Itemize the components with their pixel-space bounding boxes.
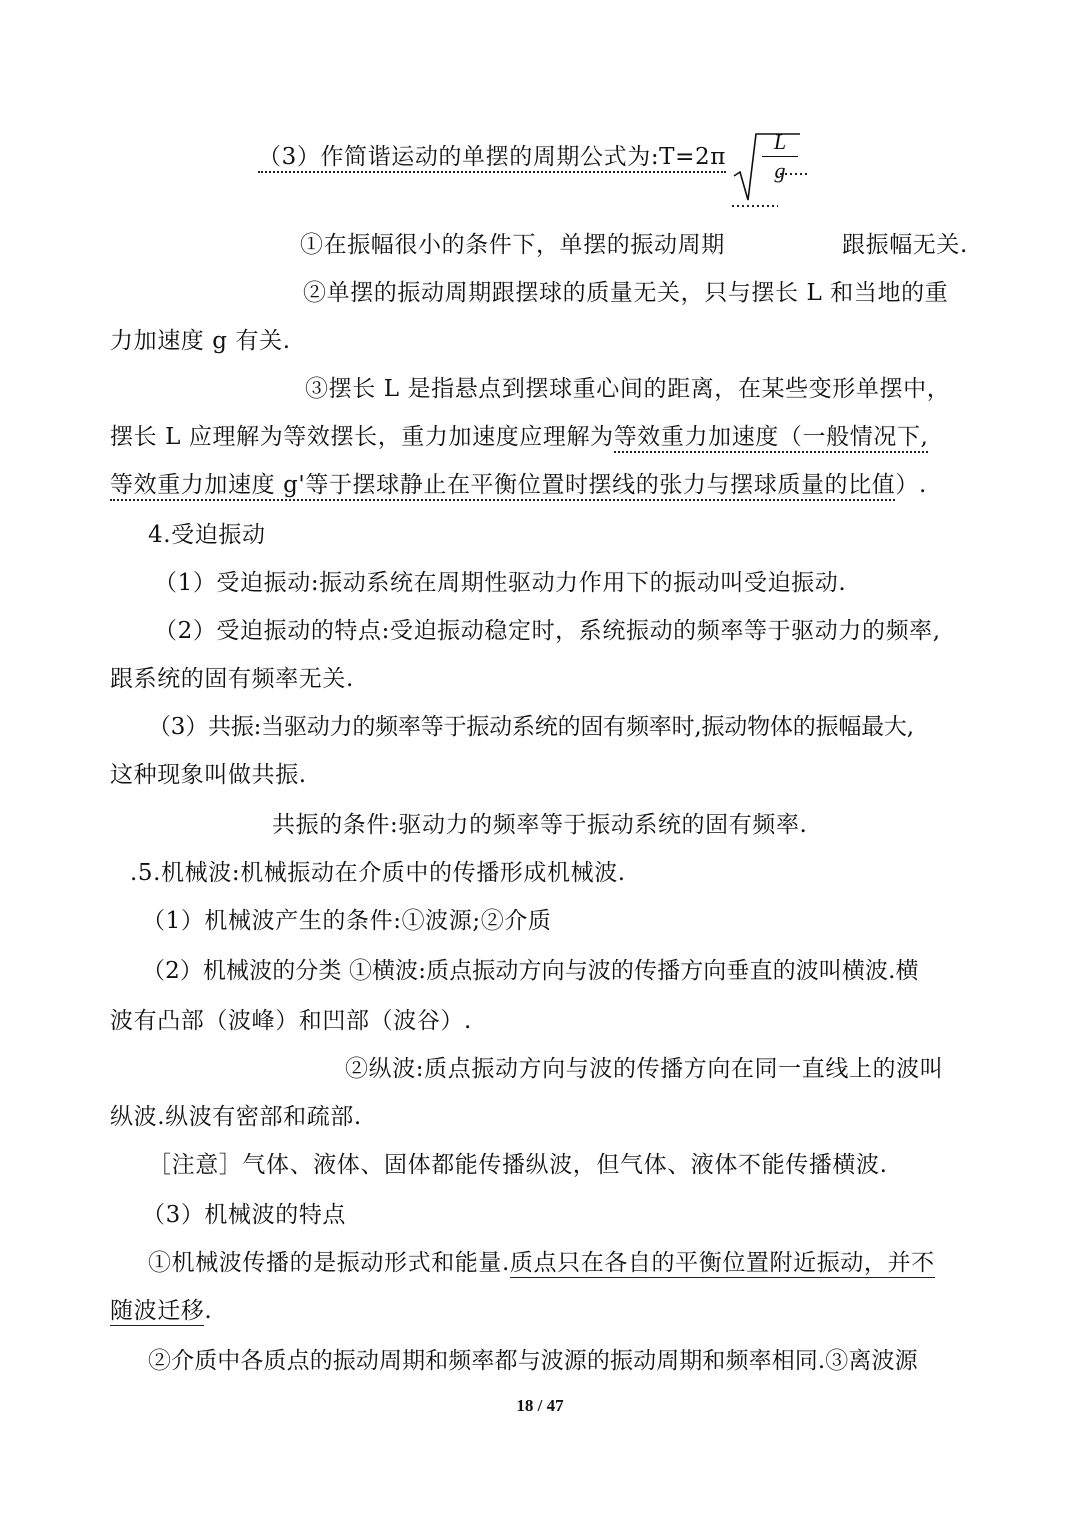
paragraph-line bbox=[110, 470, 927, 500]
note-line: ［注意］气体、液体、固体都能传播纵波，但气体、液体不能传播横波. bbox=[148, 1152, 888, 1178]
text-span: 摆长 L 应理解为等效摆长，重力加速度应理解为 bbox=[110, 424, 614, 450]
formula-line bbox=[258, 142, 726, 172]
paragraph-line: （1）受迫振动:振动系统在周期性驱动力作用下的振动叫受迫振动. bbox=[154, 570, 847, 596]
fraction-numerator: L bbox=[773, 129, 787, 154]
paragraph-line: （2）受迫振动的特点:受迫振动稳定时，系统振动的频率等于驱动力的频率, bbox=[154, 618, 941, 644]
page-number: 18 / 47 bbox=[516, 1396, 564, 1415]
section-heading: .5.机械波:机械振动在介质中的传播形成机械波. bbox=[130, 860, 626, 886]
fraction-l-over-g bbox=[760, 130, 800, 183]
fraction-denominator: g bbox=[774, 158, 786, 183]
text-span: ①机械波传播的是振动形式和能量. bbox=[148, 1250, 510, 1276]
paragraph-line: 共振的条件:驱动力的频率等于振动系统的固有频率. bbox=[272, 812, 808, 838]
paragraph-line bbox=[110, 422, 928, 452]
fraction-bar bbox=[762, 156, 798, 157]
underlined-text-span: 质点只在各自的平衡位置附近振动，并不 bbox=[509, 1250, 935, 1276]
paragraph-line: （1）机械波产生的条件:①波源;②介质 bbox=[142, 908, 552, 934]
paragraph-line: 这种现象叫做共振. bbox=[110, 762, 307, 788]
section-heading: （3）机械波的特点 bbox=[142, 1202, 347, 1228]
paragraph-line: ②纵波:质点振动方向与波的传播方向在同一直线上的波叫 bbox=[345, 1056, 944, 1082]
paragraph-line bbox=[842, 230, 968, 260]
underlined-text-span: 随波迁移 bbox=[110, 1298, 205, 1324]
period-formula-text: （3）作简谐运动的单摆的周期公式为:T=2π bbox=[258, 144, 726, 173]
text-span: ）. bbox=[895, 472, 927, 498]
paragraph-line: （2）机械波的分类 ①横波:质点振动方向与波的传播方向垂直的波叫横波.横 bbox=[142, 958, 919, 984]
paragraph-line: ②单摆的振动周期跟摆球的质量无关，只与摆长 L 和当地的重 bbox=[303, 280, 949, 306]
paragraph-line: （3）共振:当驱动力的频率等于振动系统的固有频率时,振动物体的振幅最大, bbox=[148, 714, 914, 740]
paragraph-line: 波有凸部（波峰）和凹部（波谷）. bbox=[110, 1008, 472, 1034]
paragraph-line: ②介质中各质点的振动周期和频率都与波源的振动周期和频率相同.③离波源 bbox=[148, 1348, 918, 1374]
paragraph-line bbox=[148, 1248, 935, 1278]
text-span: 跟振幅无关. bbox=[842, 232, 968, 258]
text-span: . bbox=[204, 1298, 213, 1324]
dotted-text-span: 等效重力加速度 g'等于摆球静止在平衡位置时摆线的张力与摆球质量的比值 bbox=[110, 472, 895, 501]
paragraph-line bbox=[110, 1296, 212, 1326]
paragraph-line: 纵波.纵波有密部和疏部. bbox=[110, 1104, 362, 1130]
section-heading: 4.受迫振动 bbox=[148, 522, 266, 548]
paragraph-line bbox=[300, 230, 725, 260]
paragraph-line: 跟系统的固有频率无关. bbox=[110, 666, 354, 692]
paragraph-line: 力加速度 g 有关. bbox=[110, 328, 291, 354]
dotted-text-span: 等效重力加速度（一般情况下, bbox=[614, 424, 929, 453]
text-span: ①在振幅很小的条件下，单摆的振动周期 bbox=[300, 232, 725, 258]
paragraph-line: ③摆长 L 是指悬点到摆球重心间的距离，在某些变形单摆中， bbox=[305, 376, 951, 402]
